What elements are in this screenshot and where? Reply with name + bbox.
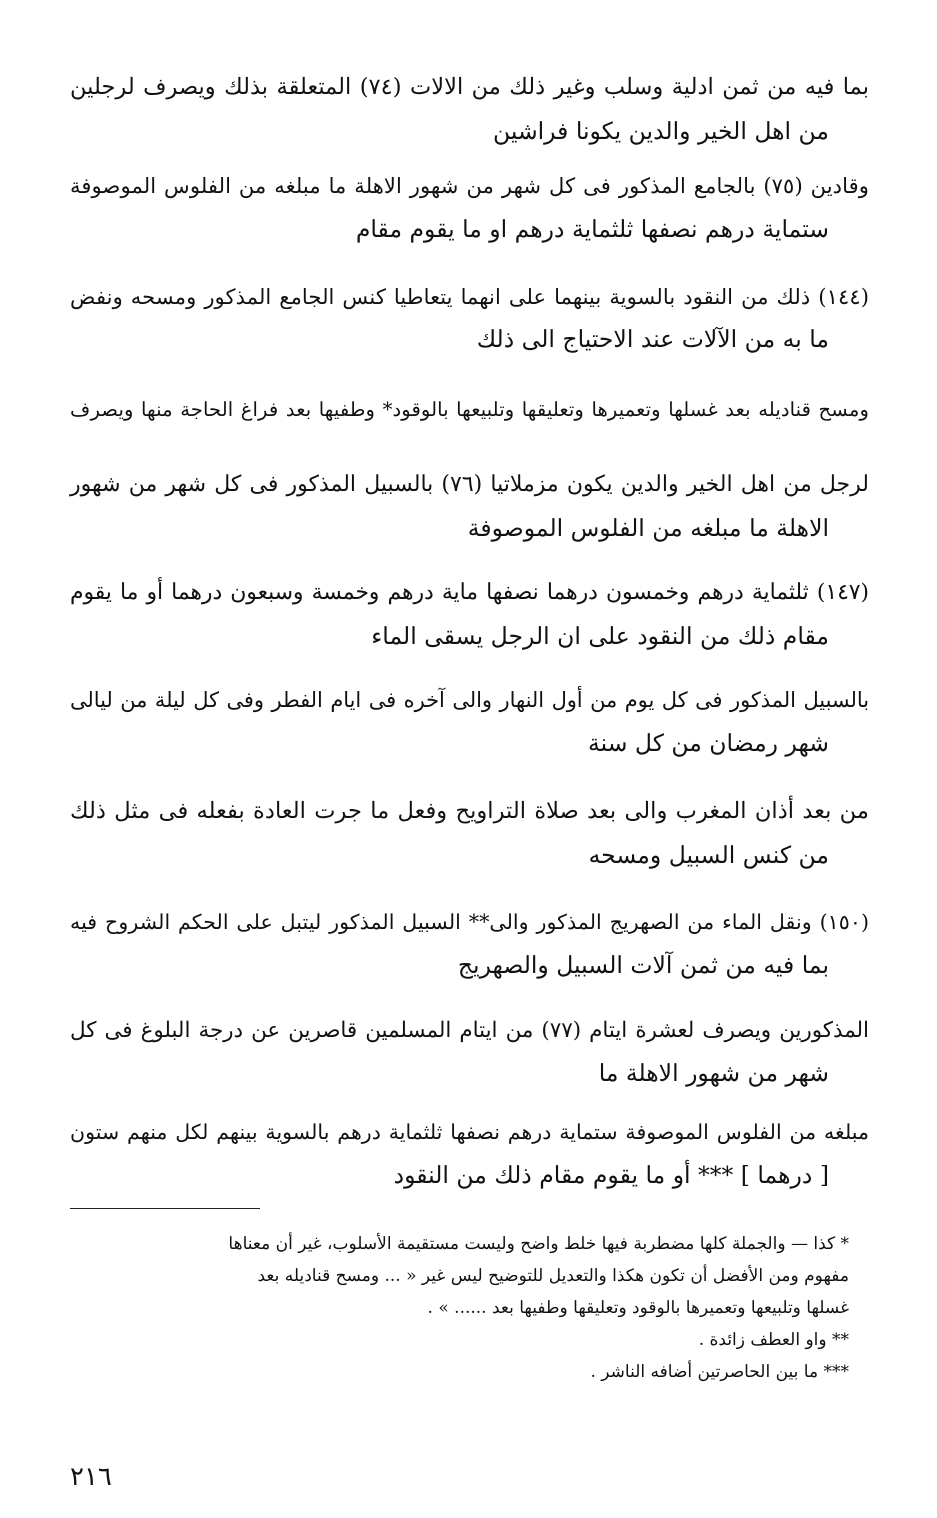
paragraph bbox=[70, 690, 869, 755]
text-line: بالسبيل المذكور فى كل يوم من أول النهار والى آخره فى ايام الفطر وفى كل ليلة من ليالى bbox=[70, 688, 869, 712]
text-line: لرجل من اهل الخير والدين يكون مزملاتيا (٧٦) بالسبيل المذكور فى كل شهر من شهور bbox=[70, 472, 869, 497]
text-line: (١٤٤) ذلك من النقود بالسوية بينهما على انهما يتعاطيا كنس الجامع المذكور ومسحه ونفض bbox=[70, 284, 869, 309]
paragraph bbox=[70, 1020, 869, 1086]
footnote-line: ** واو العطف زائدة . bbox=[698, 1330, 849, 1350]
paragraph bbox=[70, 286, 869, 352]
text-line: وقادين (٧٥) بالجامع المذكور فى كل شهر من شهور الاهلة ما مبلغه من الفلوس الموصوفة bbox=[70, 174, 869, 199]
text-line: شهر من شهور الاهلة ما bbox=[598, 1059, 829, 1088]
text-line: من كنس السبيل ومسحه bbox=[588, 840, 829, 869]
paragraph bbox=[70, 912, 869, 977]
paragraph bbox=[70, 1122, 869, 1187]
text-line: ومسح قناديله بعد غسلها وتعميرها وتعليقها وتلبيعها بالوقود* وطفيها بعد فراغ الحاجة منها ويصرف bbox=[70, 398, 869, 421]
text-line: الاهلة ما مبلغه من الفلوس الموصوفة bbox=[467, 514, 829, 543]
text-line: مبلغه من الفلوس الموصوفة ستماية درهم نصفها ثلثماية درهم بالسوية بينهم لكل منهم ستون bbox=[70, 1120, 869, 1144]
footnote-line: غسلها وتلبيعها وتعميرها بالوقود وتعليقها وطفيها بعد ...... » . bbox=[427, 1298, 849, 1318]
text-line: (١٥٠) ونقل الماء من الصهريج المذكور والى** السبيل المذكور ليتبل على الحكم الشروح فيه bbox=[70, 910, 869, 934]
page-number: ٢١٦ bbox=[70, 1462, 112, 1492]
text-line: ستماية درهم نصفها ثلثماية درهم او ما يقوم مقام bbox=[355, 215, 829, 244]
paragraph bbox=[70, 176, 869, 242]
text-line: [ درهما ] *** أو ما يقوم مقام ذلك من النقود bbox=[393, 1160, 829, 1189]
paragraph bbox=[70, 800, 869, 867]
text-line: المذكورين ويصرف لعشرة ايتام (٧٧) من ايتام المسلمين قاصرين عن درجة البلوغ فى كل bbox=[70, 1018, 869, 1043]
footnote-divider bbox=[70, 1208, 260, 1209]
paragraph bbox=[70, 582, 869, 648]
text-line: من بعد أذان المغرب والى بعد صلاة التراويح وفعل ما جرت العادة بفعله فى مثل ذلك bbox=[70, 798, 869, 824]
footnote-line: * كذا — والجملة كلها مضطربة فيها خلط واضح وليست مستقيمة الأسلوب، غير أن معناها bbox=[228, 1234, 849, 1254]
text-line: بما فيه من ثمن ادلية وسلب وغير ذلك من الالات (٧٤) المتعلقة بذلك ويصرف لرجلين bbox=[70, 74, 869, 100]
text-line: من اهل الخير والدين يكونا فراشين bbox=[492, 116, 829, 145]
paragraph bbox=[70, 474, 869, 541]
footnote-line: *** ما بين الحاصرتين أضافه الناشر . bbox=[590, 1362, 849, 1382]
text-line: مقام ذلك من النقود على ان الرجل يسقى الماء bbox=[371, 621, 829, 650]
footnote-line: مفهوم ومن الأفضل أن تكون هكذا والتعديل للتوضيح ليس غير « ... ومسح قناديله بعد bbox=[257, 1266, 849, 1286]
footnotes bbox=[70, 1236, 849, 1381]
text-line: (١٤٧) ثلثماية درهم وخمسون درهما نصفها ماية درهم وخمسة وسبعون درهما أو ما يقوم bbox=[70, 580, 869, 605]
paragraph bbox=[70, 400, 869, 420]
paragraph bbox=[70, 76, 869, 143]
text-line: بما فيه من ثمن آلات السبيل والصهريج bbox=[457, 950, 829, 979]
text-line: شهر رمضان من كل سنة bbox=[588, 728, 829, 757]
text-line: ما به من الآلات عند الاحتياج الى ذلك bbox=[476, 325, 829, 354]
